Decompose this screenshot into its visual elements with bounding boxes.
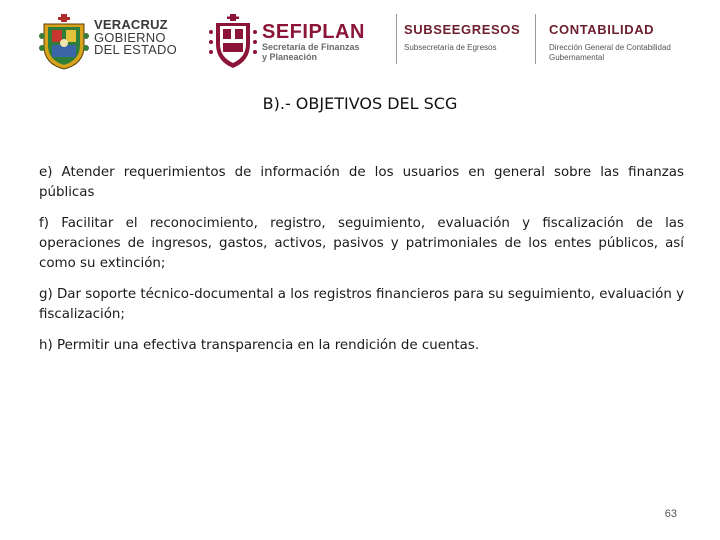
subsecretaria-block	[404, 22, 520, 52]
sefiplan-subtitle-2: y Planeación	[262, 52, 318, 62]
contabilidad-block	[549, 22, 679, 63]
subsecretaria-desc: Subsecretaría de Egresos	[404, 43, 497, 52]
veracruz-del-estado: DEL ESTADO	[94, 42, 177, 57]
sefiplan-title: SEFIPLAN	[262, 21, 365, 43]
header-divider	[396, 14, 397, 64]
objectives-list	[39, 163, 684, 367]
contabilidad-desc: Dirección General de Contabilidad Gubernamental	[549, 43, 671, 62]
sefiplan-seal-logo	[208, 14, 258, 70]
sefiplan-subtitle-1: Secretaría de Finanzas	[262, 42, 360, 52]
veracruz-name: VERACRUZ	[94, 17, 168, 32]
veracruz-gobierno: GOBIERNO	[94, 29, 166, 45]
veracruz-coat-of-arms-logo	[38, 14, 90, 70]
subsecretaria-title: SUBSEEGRESOS	[404, 22, 521, 37]
header-divider	[535, 14, 536, 64]
header	[0, 0, 720, 80]
objective-e: e) Atender requerimientos de información de los usuarios en general sobre las finanzas públicas	[39, 165, 684, 200]
veracruz-wordmark	[94, 19, 177, 57]
sefiplan-wordmark	[262, 22, 365, 62]
objective-h: h) Permitir una efectiva transparencia en la rendición de cuentas.	[39, 338, 480, 353]
objective-f: f) Facilitar el reconocimiento, registro, seguimiento, evaluación y fiscalización de las operaciones de ingresos, gastos, activos, pasivos y patrimoniales de los entes públicos, así como su extinción;	[39, 216, 684, 271]
contabilidad-title: CONTABILIDAD	[549, 22, 655, 37]
page-number: 63	[664, 508, 677, 520]
objective-g: g) Dar soporte técnico-documental a los registros financieros para su seguimiento, evaluación y fiscalización;	[39, 287, 685, 322]
page-title: B).- OBJETIVOS DEL SCG	[262, 94, 458, 113]
